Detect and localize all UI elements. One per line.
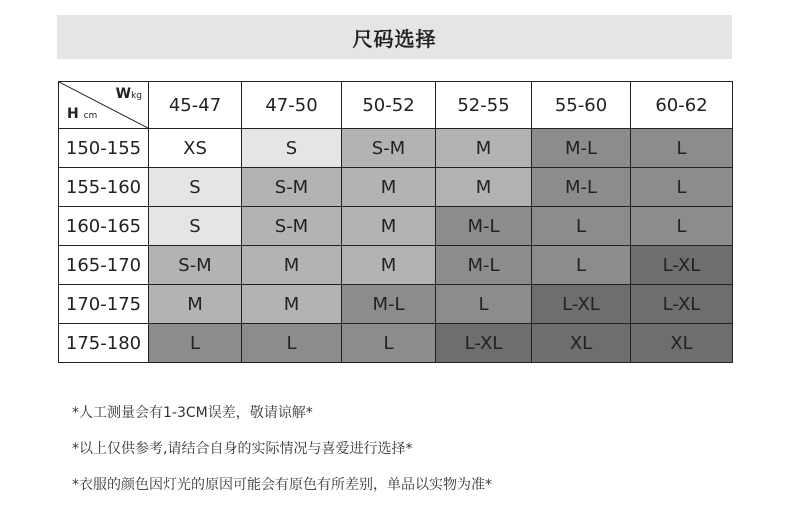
size-cell: S-M	[242, 207, 342, 246]
size-cell: M-L	[342, 285, 436, 324]
size-cell: M	[436, 168, 532, 207]
weight-header: 45-47	[149, 82, 242, 129]
size-cell: M	[242, 246, 342, 285]
size-chart-table	[58, 81, 733, 363]
size-cell: M	[242, 285, 342, 324]
height-range-cell: 165-170	[59, 246, 149, 285]
size-cell: M	[342, 246, 436, 285]
size-cell: L-XL	[631, 246, 733, 285]
weight-header: 47-50	[242, 82, 342, 129]
height-range-cell: 155-160	[59, 168, 149, 207]
size-cell: L-XL	[436, 324, 532, 363]
height-range-cell: 175-180	[59, 324, 149, 363]
table-header-row	[59, 82, 733, 129]
size-cell: L	[631, 168, 733, 207]
weight-header: 52-55	[436, 82, 532, 129]
table-row	[59, 324, 733, 363]
size-cell: M	[149, 285, 242, 324]
size-cell: XL	[532, 324, 631, 363]
size-cell: L	[631, 129, 733, 168]
table-row	[59, 207, 733, 246]
weight-header: 55-60	[532, 82, 631, 129]
size-cell: L	[532, 207, 631, 246]
size-cell: L	[149, 324, 242, 363]
size-cell: S-M	[242, 168, 342, 207]
size-cell: M-L	[436, 246, 532, 285]
weight-header: 60-62	[631, 82, 733, 129]
size-cell: M	[342, 207, 436, 246]
height-range-cell: 160-165	[59, 207, 149, 246]
note-reference-only: *以上仅供参考,请结合自身的实际情况与喜爱进行选择*	[72, 441, 413, 457]
size-cell: M	[436, 129, 532, 168]
note-measurement-error: *人工测量会有1-3CM误差，敬请谅解*	[72, 405, 313, 421]
size-cell: S	[149, 168, 242, 207]
size-cell: M-L	[532, 129, 631, 168]
size-cell: L	[342, 324, 436, 363]
size-cell: L	[436, 285, 532, 324]
size-cell: L-XL	[631, 285, 733, 324]
size-cell: L	[532, 246, 631, 285]
size-cell: L-XL	[532, 285, 631, 324]
size-cell: M-L	[532, 168, 631, 207]
title-bar	[57, 15, 732, 59]
table-row	[59, 246, 733, 285]
table-row	[59, 168, 733, 207]
note-color-difference: *衣服的颜色因灯光的原因可能会有原色有所差别，单品以实物为准*	[72, 477, 492, 493]
size-cell: S-M	[149, 246, 242, 285]
height-range-cell: 150-155	[59, 129, 149, 168]
size-cell: M-L	[436, 207, 532, 246]
size-cell: L	[631, 207, 733, 246]
size-cell: L	[242, 324, 342, 363]
height-range-cell: 170-175	[59, 285, 149, 324]
height-axis-label: H cm	[67, 106, 98, 122]
size-cell: XS	[149, 129, 242, 168]
table-row	[59, 129, 733, 168]
size-cell: S	[149, 207, 242, 246]
size-cell: XL	[631, 324, 733, 363]
weight-axis-label: Wkg	[115, 86, 142, 102]
table-row	[59, 285, 733, 324]
size-cell: M	[342, 168, 436, 207]
size-cell: S	[242, 129, 342, 168]
weight-header: 50-52	[342, 82, 436, 129]
page-title: 尺码选择	[352, 26, 437, 51]
size-cell: S-M	[342, 129, 436, 168]
table-corner-cell	[59, 82, 149, 129]
